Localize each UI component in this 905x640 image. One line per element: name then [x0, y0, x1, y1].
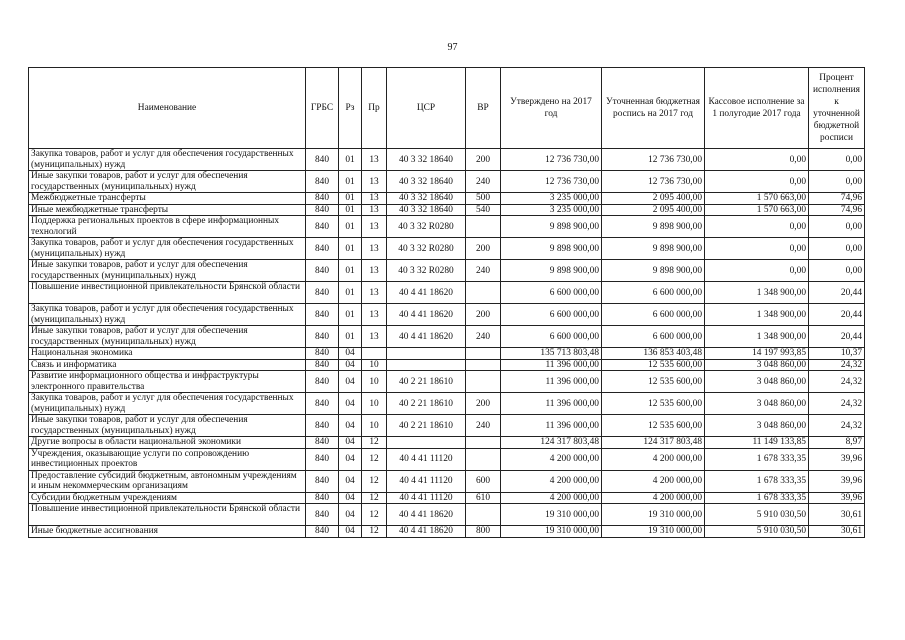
cell-cash: 0,00 — [705, 238, 809, 260]
cell-vr — [466, 282, 501, 304]
cell-refined: 4 200 000,00 — [602, 492, 705, 504]
cell-name: Развитие информационного общества и инфраструктуры электронного правительства — [29, 371, 306, 393]
cell-name: Иные закупки товаров, работ и услуг для обеспечения государственных (муниципальных) нужд — [29, 415, 306, 437]
table-row — [29, 282, 865, 304]
cell-approved: 6 600 000,00 — [501, 304, 602, 326]
cell-percent: 0,00 — [809, 260, 865, 282]
cell-pr: 12 — [362, 437, 387, 449]
cell-name: Повышение инвестиционной привлекательности Брянской области — [29, 504, 306, 526]
cell-percent: 24,32 — [809, 371, 865, 393]
cell-cash: 5 910 030,50 — [705, 526, 809, 538]
cell-vr: 200 — [466, 238, 501, 260]
table-row — [29, 326, 865, 348]
cell-csr: 40 2 21 18610 — [387, 415, 466, 437]
cell-rz: 01 — [339, 204, 362, 216]
cell-rz: 04 — [339, 348, 362, 360]
table-row — [29, 216, 865, 238]
cell-cash: 5 910 030,50 — [705, 504, 809, 526]
cell-percent: 30,61 — [809, 504, 865, 526]
header-name: Наименование — [29, 68, 306, 149]
table-row — [29, 393, 865, 415]
cell-cash: 1 678 333,35 — [705, 470, 809, 492]
table-body — [29, 149, 865, 538]
table-row — [29, 149, 865, 171]
cell-csr: 40 4 41 18620 — [387, 282, 466, 304]
cell-grbs: 840 — [306, 492, 339, 504]
cell-cash: 1 348 900,00 — [705, 326, 809, 348]
cell-pr: 13 — [362, 216, 387, 238]
cell-cash: 0,00 — [705, 260, 809, 282]
cell-name: Национальная экономика — [29, 348, 306, 360]
cell-pr: 10 — [362, 393, 387, 415]
cell-vr: 610 — [466, 492, 501, 504]
cell-vr: 540 — [466, 204, 501, 216]
table-row — [29, 204, 865, 216]
cell-vr — [466, 216, 501, 238]
cell-approved: 12 736 730,00 — [501, 149, 602, 171]
table-row — [29, 526, 865, 538]
cell-vr: 200 — [466, 393, 501, 415]
cell-cash: 1 678 333,35 — [705, 492, 809, 504]
cell-approved: 124 317 803,48 — [501, 437, 602, 449]
cell-cash: 3 048 860,00 — [705, 359, 809, 371]
table-row — [29, 470, 865, 492]
header-rz: Рз — [339, 68, 362, 149]
cell-cash: 0,00 — [705, 149, 809, 171]
cell-rz: 04 — [339, 415, 362, 437]
cell-approved: 11 396 000,00 — [501, 415, 602, 437]
cell-pr: 13 — [362, 282, 387, 304]
table-row — [29, 359, 865, 371]
cell-refined: 4 200 000,00 — [602, 470, 705, 492]
cell-approved: 4 200 000,00 — [501, 470, 602, 492]
cell-approved: 11 396 000,00 — [501, 359, 602, 371]
cell-percent: 39,96 — [809, 448, 865, 470]
cell-approved: 9 898 900,00 — [501, 238, 602, 260]
table-row — [29, 448, 865, 470]
page-number: 97 — [447, 42, 458, 53]
cell-refined: 6 600 000,00 — [602, 304, 705, 326]
cell-grbs: 840 — [306, 204, 339, 216]
cell-approved: 4 200 000,00 — [501, 448, 602, 470]
cell-grbs: 840 — [306, 216, 339, 238]
cell-cash: 1 570 663,00 — [705, 204, 809, 216]
cell-grbs: 840 — [306, 415, 339, 437]
cell-percent: 8,97 — [809, 437, 865, 449]
header-pr: Пр — [362, 68, 387, 149]
cell-csr: 40 3 32 18640 — [387, 171, 466, 193]
cell-grbs: 840 — [306, 326, 339, 348]
cell-vr: 600 — [466, 470, 501, 492]
cell-name: Закупка товаров, работ и услуг для обеспечения государственных (муниципальных) нужд — [29, 149, 306, 171]
table-row — [29, 348, 865, 360]
cell-pr: 12 — [362, 492, 387, 504]
cell-pr: 13 — [362, 326, 387, 348]
cell-rz: 01 — [339, 238, 362, 260]
cell-csr: 40 4 41 11120 — [387, 492, 466, 504]
cell-grbs: 840 — [306, 371, 339, 393]
cell-approved: 6 600 000,00 — [501, 282, 602, 304]
cell-vr: 500 — [466, 193, 501, 205]
header-csr: ЦСР — [387, 68, 466, 149]
cell-approved: 19 310 000,00 — [501, 526, 602, 538]
cell-rz: 04 — [339, 448, 362, 470]
cell-percent: 10,37 — [809, 348, 865, 360]
header-vr: ВР — [466, 68, 501, 149]
cell-grbs: 840 — [306, 304, 339, 326]
cell-approved: 135 713 803,48 — [501, 348, 602, 360]
cell-percent: 20,44 — [809, 282, 865, 304]
cell-csr — [387, 359, 466, 371]
table-row — [29, 492, 865, 504]
cell-csr: 40 4 41 18620 — [387, 526, 466, 538]
cell-vr — [466, 359, 501, 371]
header-approved: Утверждено на 2017 год — [501, 68, 602, 149]
cell-grbs: 840 — [306, 348, 339, 360]
cell-rz: 01 — [339, 171, 362, 193]
cell-cash: 3 048 860,00 — [705, 415, 809, 437]
table-row — [29, 260, 865, 282]
table-row — [29, 504, 865, 526]
cell-pr: 13 — [362, 260, 387, 282]
cell-refined: 6 600 000,00 — [602, 326, 705, 348]
cell-rz: 01 — [339, 282, 362, 304]
table-header-row — [29, 68, 865, 149]
cell-percent: 20,44 — [809, 326, 865, 348]
cell-grbs: 840 — [306, 171, 339, 193]
cell-pr: 12 — [362, 526, 387, 538]
cell-refined: 9 898 900,00 — [602, 238, 705, 260]
budget-table — [28, 67, 865, 538]
cell-approved: 9 898 900,00 — [501, 260, 602, 282]
cell-name: Иные закупки товаров, работ и услуг для обеспечения государственных (муниципальных) нужд — [29, 171, 306, 193]
cell-rz: 04 — [339, 359, 362, 371]
cell-pr: 12 — [362, 448, 387, 470]
cell-name: Иные закупки товаров, работ и услуг для обеспечения государственных (муниципальных) нужд — [29, 326, 306, 348]
cell-grbs: 840 — [306, 448, 339, 470]
cell-csr: 40 3 32 18640 — [387, 149, 466, 171]
cell-percent: 24,32 — [809, 359, 865, 371]
cell-csr: 40 3 32 R0280 — [387, 216, 466, 238]
table-row — [29, 371, 865, 393]
cell-vr: 200 — [466, 149, 501, 171]
cell-grbs: 840 — [306, 526, 339, 538]
cell-approved: 11 396 000,00 — [501, 371, 602, 393]
cell-refined: 9 898 900,00 — [602, 260, 705, 282]
cell-csr: 40 4 41 11120 — [387, 470, 466, 492]
cell-vr — [466, 504, 501, 526]
cell-approved: 9 898 900,00 — [501, 216, 602, 238]
cell-percent: 74,96 — [809, 204, 865, 216]
cell-csr: 40 4 41 18620 — [387, 504, 466, 526]
cell-csr: 40 3 32 R0280 — [387, 238, 466, 260]
table-row — [29, 193, 865, 205]
header-cash: Кассовое исполнение за 1 полугодие 2017 года — [705, 68, 809, 149]
cell-rz: 04 — [339, 470, 362, 492]
cell-grbs: 840 — [306, 393, 339, 415]
cell-pr: 13 — [362, 171, 387, 193]
cell-csr: 40 2 21 18610 — [387, 371, 466, 393]
cell-vr — [466, 448, 501, 470]
cell-vr: 240 — [466, 260, 501, 282]
cell-approved: 4 200 000,00 — [501, 492, 602, 504]
table-row — [29, 437, 865, 449]
cell-csr: 40 4 41 18620 — [387, 304, 466, 326]
cell-percent: 0,00 — [809, 149, 865, 171]
cell-rz: 01 — [339, 304, 362, 326]
cell-pr: 13 — [362, 238, 387, 260]
cell-pr: 10 — [362, 359, 387, 371]
cell-name: Субсидии бюджетным учреждениям — [29, 492, 306, 504]
cell-refined: 12 535 600,00 — [602, 371, 705, 393]
cell-percent: 0,00 — [809, 171, 865, 193]
cell-name: Другие вопросы в области национальной экономики — [29, 437, 306, 449]
cell-csr: 40 3 32 R0280 — [387, 260, 466, 282]
cell-name: Иные бюджетные ассигнования — [29, 526, 306, 538]
cell-refined: 12 535 600,00 — [602, 393, 705, 415]
cell-refined: 12 736 730,00 — [602, 171, 705, 193]
cell-rz: 04 — [339, 526, 362, 538]
cell-percent: 39,96 — [809, 470, 865, 492]
cell-name: Повышение инвестиционной привлекательности Брянской области — [29, 282, 306, 304]
cell-refined: 124 317 803,48 — [602, 437, 705, 449]
cell-grbs: 840 — [306, 504, 339, 526]
cell-csr — [387, 348, 466, 360]
cell-pr: 10 — [362, 415, 387, 437]
cell-pr: 10 — [362, 371, 387, 393]
cell-refined: 19 310 000,00 — [602, 526, 705, 538]
cell-name: Поддержка региональных проектов в сфере информационных технологий — [29, 216, 306, 238]
cell-csr: 40 2 21 18610 — [387, 393, 466, 415]
cell-percent: 24,32 — [809, 393, 865, 415]
cell-vr: 240 — [466, 171, 501, 193]
cell-name: Иные закупки товаров, работ и услуг для обеспечения государственных (муниципальных) нужд — [29, 260, 306, 282]
cell-pr: 12 — [362, 504, 387, 526]
cell-approved: 12 736 730,00 — [501, 171, 602, 193]
cell-csr: 40 3 32 18640 — [387, 193, 466, 205]
cell-csr — [387, 437, 466, 449]
cell-rz: 04 — [339, 371, 362, 393]
cell-cash: 1 570 663,00 — [705, 193, 809, 205]
cell-pr: 13 — [362, 204, 387, 216]
cell-approved: 3 235 000,00 — [501, 193, 602, 205]
cell-grbs: 840 — [306, 359, 339, 371]
cell-cash: 14 197 993,85 — [705, 348, 809, 360]
cell-name: Межбюджетные трансферты — [29, 193, 306, 205]
cell-pr: 12 — [362, 470, 387, 492]
cell-rz: 04 — [339, 492, 362, 504]
cell-cash: 11 149 133,85 — [705, 437, 809, 449]
cell-cash: 1 348 900,00 — [705, 304, 809, 326]
cell-refined: 12 736 730,00 — [602, 149, 705, 171]
cell-csr: 40 3 32 18640 — [387, 204, 466, 216]
cell-grbs: 840 — [306, 149, 339, 171]
table-row — [29, 171, 865, 193]
header-grbs: ГРБС — [306, 68, 339, 149]
cell-cash: 0,00 — [705, 216, 809, 238]
cell-grbs: 840 — [306, 193, 339, 205]
cell-percent: 20,44 — [809, 304, 865, 326]
cell-name: Предоставление субсидий бюджетным, автономным учреждениям и иным некоммерческим организациям — [29, 470, 306, 492]
cell-cash: 1 348 900,00 — [705, 282, 809, 304]
cell-percent: 74,96 — [809, 193, 865, 205]
cell-name: Закупка товаров, работ и услуг для обеспечения государственных (муниципальных) нужд — [29, 238, 306, 260]
cell-name: Закупка товаров, работ и услуг для обеспечения государственных (муниципальных) нужд — [29, 393, 306, 415]
cell-pr: 13 — [362, 149, 387, 171]
cell-cash: 3 048 860,00 — [705, 393, 809, 415]
cell-csr: 40 4 41 11120 — [387, 448, 466, 470]
cell-vr — [466, 437, 501, 449]
cell-refined: 2 095 400,00 — [602, 204, 705, 216]
cell-grbs: 840 — [306, 470, 339, 492]
cell-percent: 24,32 — [809, 415, 865, 437]
cell-rz: 01 — [339, 260, 362, 282]
cell-rz: 01 — [339, 326, 362, 348]
table-row — [29, 238, 865, 260]
cell-refined: 9 898 900,00 — [602, 216, 705, 238]
cell-approved: 3 235 000,00 — [501, 204, 602, 216]
cell-vr: 240 — [466, 415, 501, 437]
cell-vr — [466, 348, 501, 360]
cell-rz: 04 — [339, 393, 362, 415]
cell-vr — [466, 371, 501, 393]
cell-rz: 01 — [339, 193, 362, 205]
table-row — [29, 415, 865, 437]
cell-grbs: 840 — [306, 260, 339, 282]
cell-percent: 0,00 — [809, 238, 865, 260]
cell-vr: 200 — [466, 304, 501, 326]
cell-refined: 12 535 600,00 — [602, 359, 705, 371]
cell-rz: 04 — [339, 437, 362, 449]
cell-grbs: 840 — [306, 282, 339, 304]
cell-csr: 40 4 41 18620 — [387, 326, 466, 348]
cell-rz: 01 — [339, 149, 362, 171]
cell-pr: 13 — [362, 304, 387, 326]
cell-approved: 19 310 000,00 — [501, 504, 602, 526]
cell-cash: 1 678 333,35 — [705, 448, 809, 470]
cell-refined: 6 600 000,00 — [602, 282, 705, 304]
cell-cash: 0,00 — [705, 171, 809, 193]
cell-cash: 3 048 860,00 — [705, 371, 809, 393]
cell-refined: 19 310 000,00 — [602, 504, 705, 526]
cell-rz: 01 — [339, 216, 362, 238]
cell-refined: 2 095 400,00 — [602, 193, 705, 205]
table-row — [29, 304, 865, 326]
cell-pr: 13 — [362, 193, 387, 205]
header-refined: Уточненная бюджетная роспись на 2017 год — [602, 68, 705, 149]
cell-pr — [362, 348, 387, 360]
cell-approved: 6 600 000,00 — [501, 326, 602, 348]
cell-grbs: 840 — [306, 238, 339, 260]
cell-name: Закупка товаров, работ и услуг для обеспечения государственных (муниципальных) нужд — [29, 304, 306, 326]
cell-approved: 11 396 000,00 — [501, 393, 602, 415]
cell-name: Связь и информатика — [29, 359, 306, 371]
cell-percent: 0,00 — [809, 216, 865, 238]
cell-refined: 136 853 403,48 — [602, 348, 705, 360]
cell-name: Учреждения, оказывающие услуги по сопровождению инвестиционных проектов — [29, 448, 306, 470]
header-percent: Процент исполнения к уточненной бюджетной росписи — [809, 68, 865, 149]
cell-rz: 04 — [339, 504, 362, 526]
cell-percent: 30,61 — [809, 526, 865, 538]
cell-vr: 800 — [466, 526, 501, 538]
cell-refined: 12 535 600,00 — [602, 415, 705, 437]
cell-grbs: 840 — [306, 437, 339, 449]
cell-refined: 4 200 000,00 — [602, 448, 705, 470]
cell-percent: 39,96 — [809, 492, 865, 504]
cell-name: Иные межбюджетные трансферты — [29, 204, 306, 216]
cell-vr: 240 — [466, 326, 501, 348]
